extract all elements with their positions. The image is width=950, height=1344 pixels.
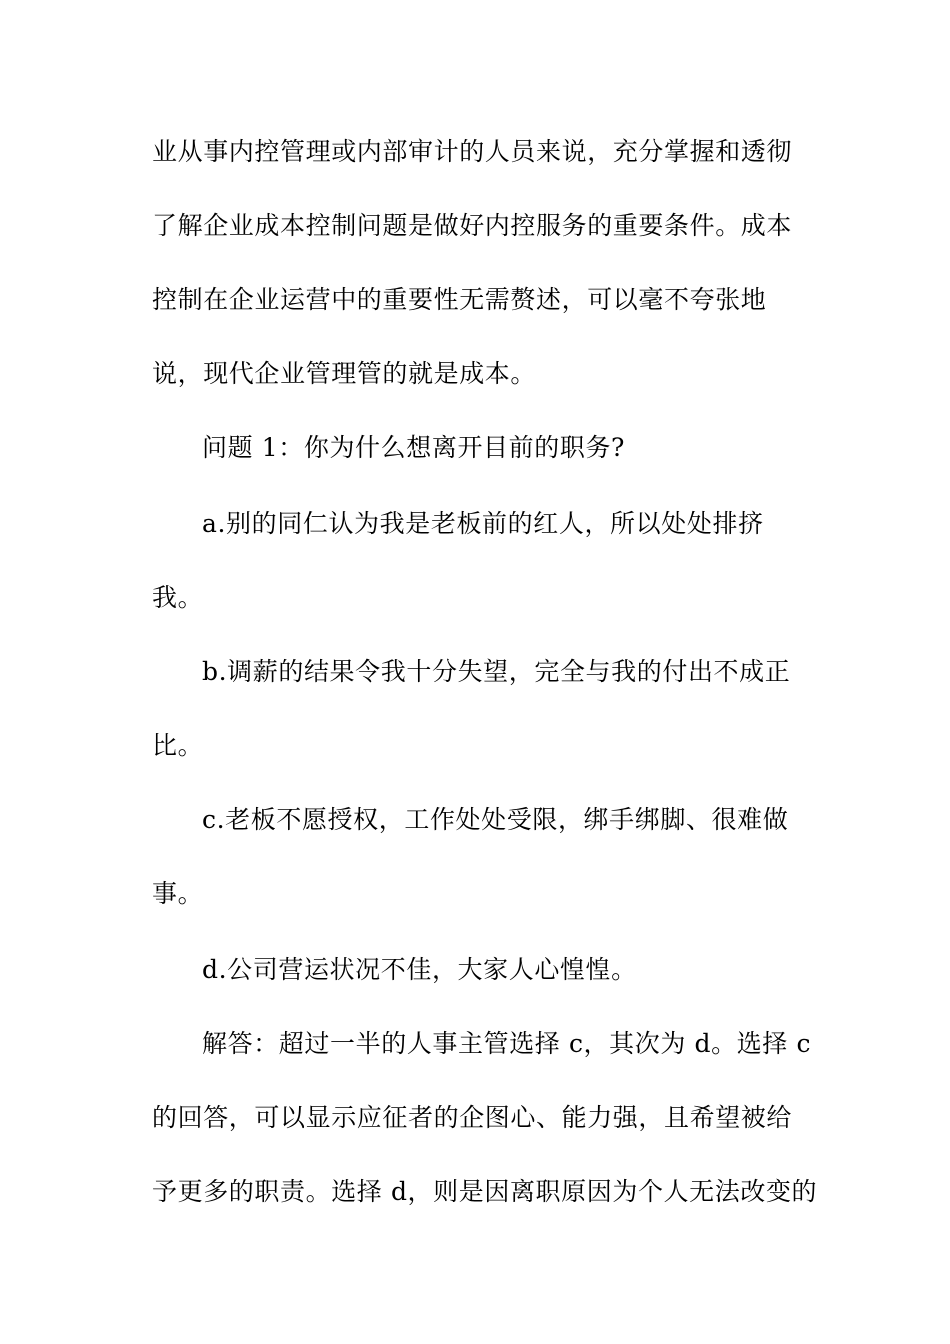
option-c-line-1: c.老板不愿授权，工作处处受限，绑手绑脚、很难做 <box>202 805 789 834</box>
paragraph-line-1: 业从事内控管理或内部审计的人员来说，充分掌握和透彻 <box>152 137 793 166</box>
option-b-line-2: 比。 <box>152 731 204 760</box>
option-b-line-1: b.调薪的结果令我十分失望，完全与我的付出不成正 <box>202 657 791 686</box>
option-d-line: d.公司营运状况不佳，大家人心惶惶。 <box>202 955 637 984</box>
option-c-line-2: 事。 <box>152 879 204 908</box>
question-heading: 问题 1：你为什么想离开目前的职务? <box>202 433 626 462</box>
option-a-line-2: 我。 <box>152 583 204 612</box>
answer-line-1: 解答：超过一半的人事主管选择 c，其次为 d。选择 c <box>202 1029 812 1058</box>
paragraph-line-4: 说，现代企业管理管的就是成本。 <box>152 359 537 388</box>
answer-line-3: 予更多的职责。选择 d，则是因离职原因为个人无法改变的 <box>152 1177 818 1206</box>
paragraph-line-3: 控制在企业运营中的重要性无需赘述，可以毫不夸张地 <box>152 285 767 314</box>
answer-line-2: 的回答，可以显示应征者的企图心、能力强，且希望被给 <box>152 1103 793 1132</box>
option-a-line-1: a.别的同仁认为我是老板前的红人，所以处处排挤 <box>202 509 764 538</box>
paragraph-line-2: 了解企业成本控制问题是做好内控服务的重要条件。成本 <box>152 211 793 240</box>
